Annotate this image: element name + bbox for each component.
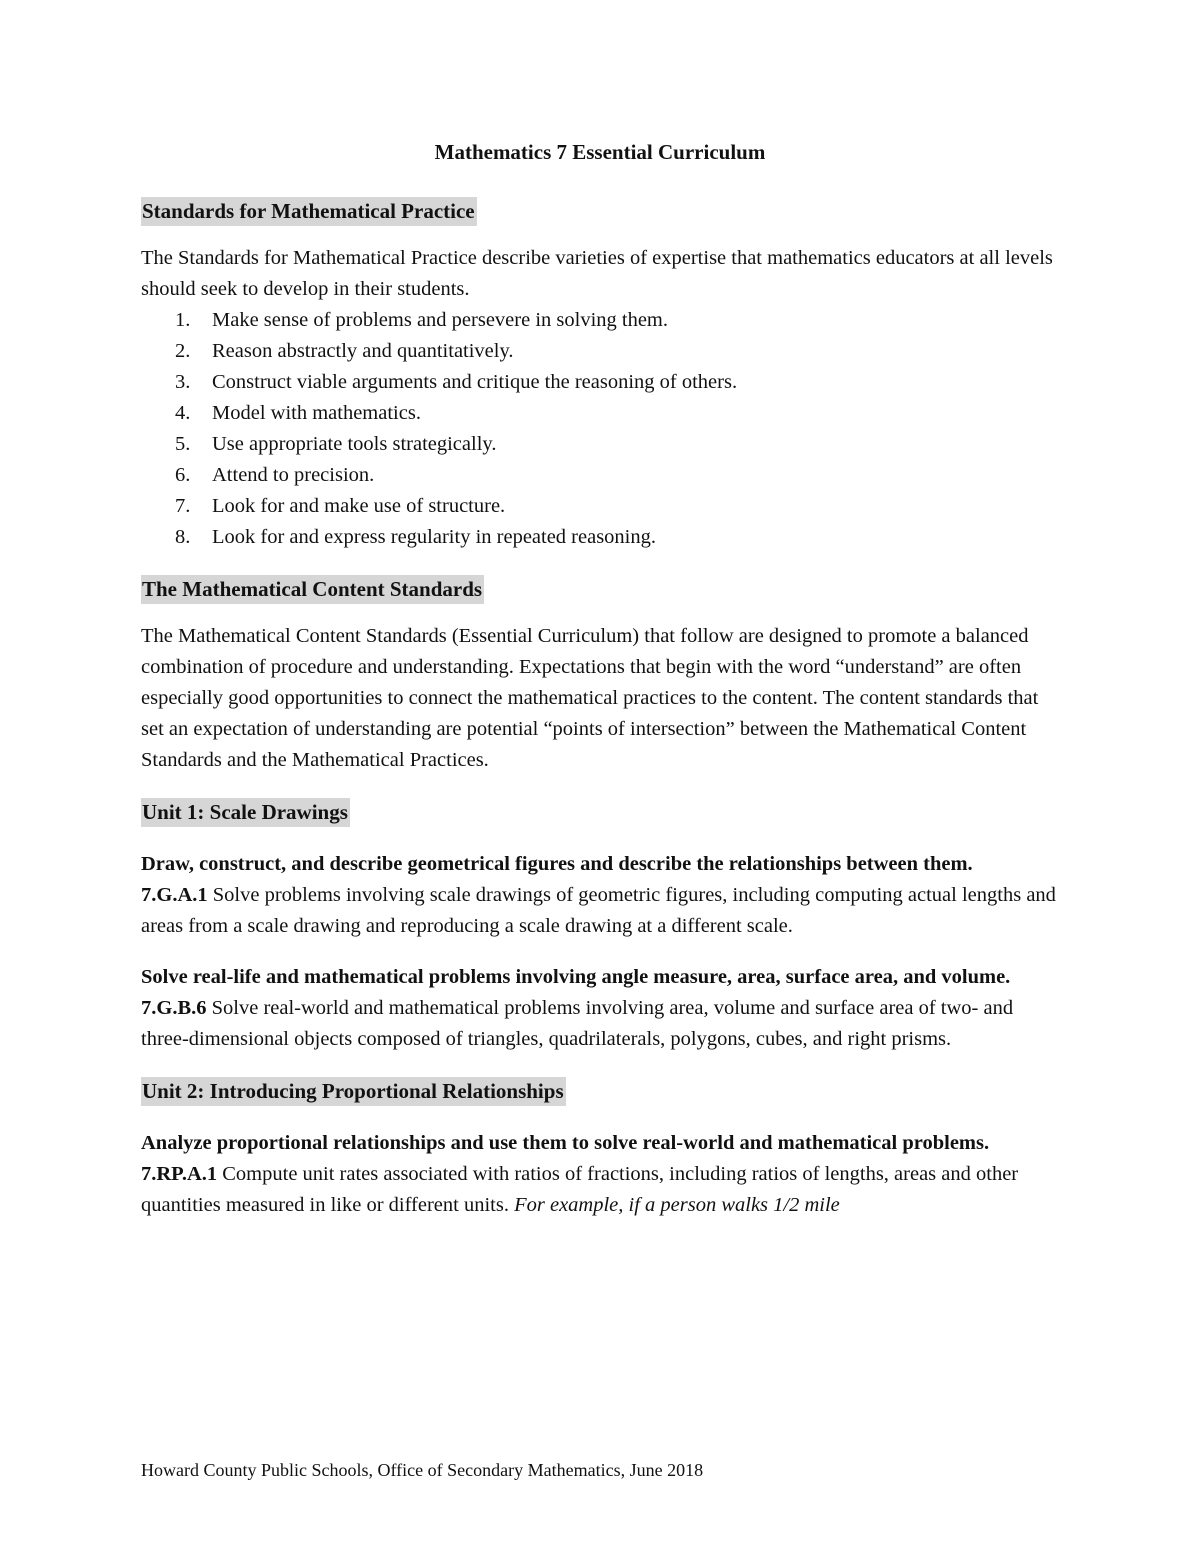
cluster-title: Draw, construct, and describe geometrical figures and describe the relationships between them. [141, 853, 973, 875]
standard-code: 7.G.A.1 [141, 884, 208, 906]
document-body [141, 197, 1061, 1221]
list-item: 1. Make sense of problems and persevere in solving them. [175, 309, 669, 331]
standard-text: 7.G.A.1 Solve problems involving scale drawings of geometric figures, including computing actual lengths and areas from a scale drawing and reproducing a scale drawing at a different scale. [141, 884, 1056, 937]
standard-code: 7.RP.A.1 [141, 1163, 218, 1185]
list-item: 4. Model with mathematics. [175, 402, 421, 424]
list-item: 5. Use appropriate tools strategically. [175, 433, 497, 455]
smp-intro: The Standards for Mathematical Practice describe varieties of expertise that mathematics educators at all levels should seek to develop in their students. [141, 247, 1053, 300]
practices-list [141, 305, 1061, 553]
cluster-title: Analyze proportional relationships and use them to solve real-world and mathematical problems. [141, 1132, 990, 1154]
example-text: For example, if a person walks 1/2 mile [514, 1194, 840, 1216]
unit2-heading: Unit 2: Introducing Proportional Relationships [141, 1077, 566, 1106]
content-standards-heading: The Mathematical Content Standards [141, 575, 484, 604]
standard-text: 7.RP.A.1 Compute unit rates associated with ratios of fractions, including ratios of lengths, areas and other quantities measured in like or different units. For example, if a person walks 1/2 mile [141, 1163, 1019, 1216]
list-item: 3. Construct viable arguments and critique the reasoning of others. [175, 371, 738, 393]
standard-text: 7.G.B.6 Solve real-world and mathematical problems involving area, volume and surface area of two- and three-dimensional objects composed of triangles, quadrilaterals, polygons, cubes, and right prisms. [141, 997, 1014, 1050]
content-standards-text: The Mathematical Content Standards (Essential Curriculum) that follow are designed to promote a balanced combination of procedure and understanding. Expectations that begin with the word “understand” are often especially good opportunities to connect the mathematical practices to the content. The content standards that set an expectation of understanding are potential “points of intersection” between the Mathematical Content Standards and the Mathematical Practices. [141, 625, 1039, 771]
page-footer: Howard County Public Schools, Office of Secondary Mathematics, June 2018 [141, 1460, 704, 1480]
standard-code: 7.G.B.6 [141, 997, 207, 1019]
unit1-heading: Unit 1: Scale Drawings [141, 798, 350, 827]
smp-heading: Standards for Mathematical Practice [141, 197, 477, 226]
list-item: 7. Look for and make use of structure. [175, 495, 506, 517]
list-item: 2. Reason abstractly and quantitatively. [175, 340, 514, 362]
document-title: Mathematics 7 Essential Curriculum [434, 140, 766, 164]
list-item: 8. Look for and express regularity in repeated reasoning. [175, 526, 657, 548]
cluster-title: Solve real-life and mathematical problems involving angle measure, area, surface area, and volume. [141, 966, 1011, 988]
list-item: 6. Attend to precision. [175, 464, 375, 486]
